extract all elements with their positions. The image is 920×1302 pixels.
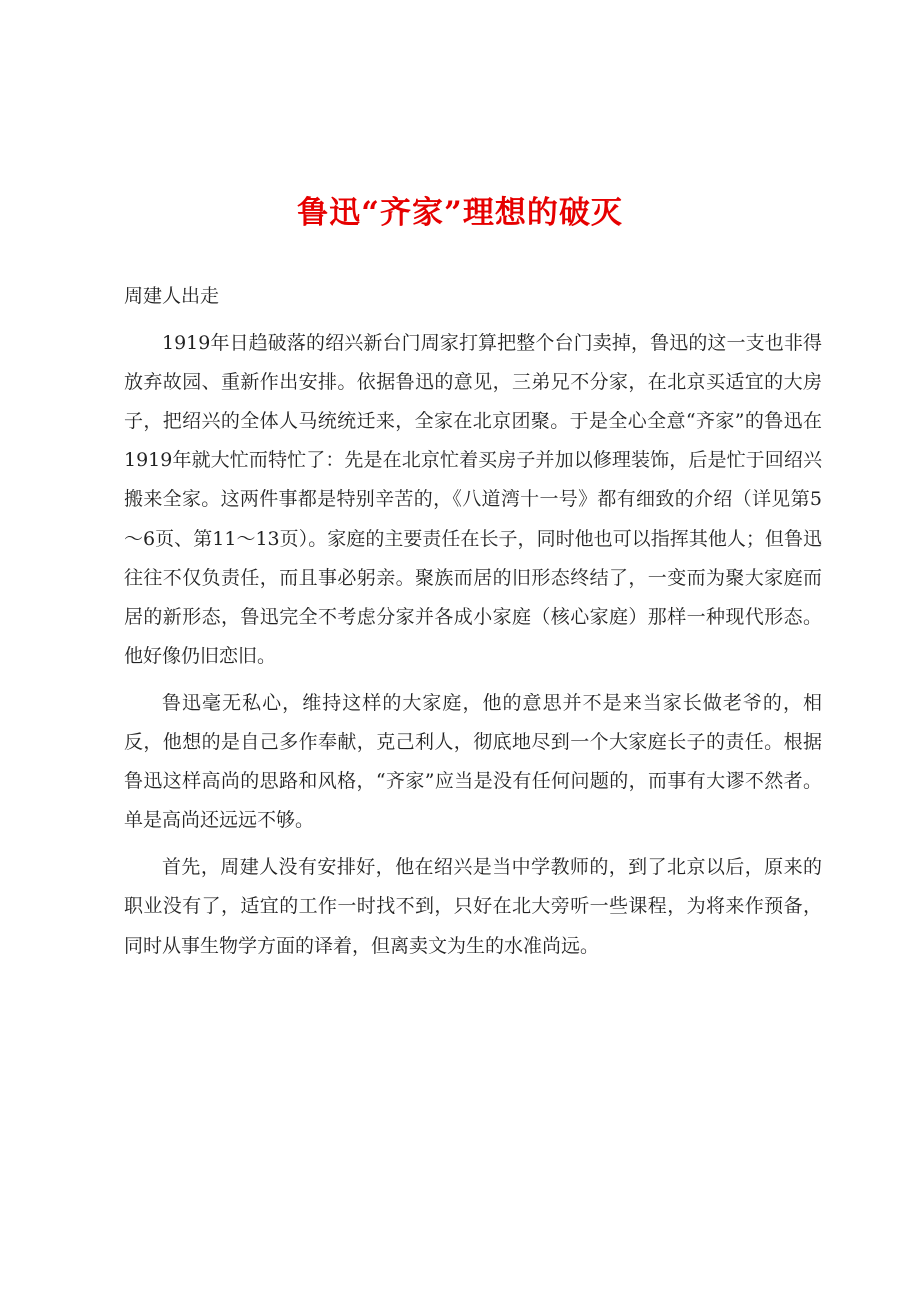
paragraph-1: 1919年日趋破落的绍兴新台门周家打算把整个台门卖掉，鲁迅的这一支也非得放弃故园、重新作出安排。依据鲁迅的意见，三弟兄不分家，在北京买适宜的大房子，把绍兴的全体人马统统迁来，全家在北京团聚。于是全心全意“齐家”的鲁迅在1919年就大忙而特忙了：先是在北京忙着买房子并加以修理装饰，后是忙于回绍兴搬来全家。这两件事都是特别辛苦的，《八道湾十一号》都有细致的介绍（详见第5～6页、第11～13页）。家庭的主要责任在长子，同时他也可以指挥其他人；但鲁迅往往不仅负责任，而且事必躬亲。聚族而居的旧形态终结了，一变而为聚大家庭而居的新形态，鲁迅完全不考虑分家并各成小家庭（核心家庭）那样一种现代形态。他好像仍旧恋旧。 xyxy=(124,332,822,667)
paragraph-3: 首先，周建人没有安排好，他在绍兴是当中学教师的，到了北京以后，原来的职业没有了，适宜的工作一时找不到，只好在北大旁听一些课程，为将来作预备，同时从事生物学方面的译着，但离卖文为生的水准尚远。 xyxy=(124,856,822,957)
document-body xyxy=(124,277,822,974)
document-subtitle: 周建人出走 xyxy=(124,285,220,307)
document-title: 鲁迅“齐家”理想的破灭 xyxy=(297,195,623,231)
paragraph-2: 鲁迅毫无私心，维持这样的大家庭，他的意思并不是来当家长做老爷的，相反，他想的是自己多作奉献，克己利人，彻底地尽到一个大家庭长子的责任。根据鲁迅这样高尚的思路和风格，“齐家”应当是没有任何问题的，而事有大谬不然者。单是高尚还远远不够。 xyxy=(124,691,822,832)
